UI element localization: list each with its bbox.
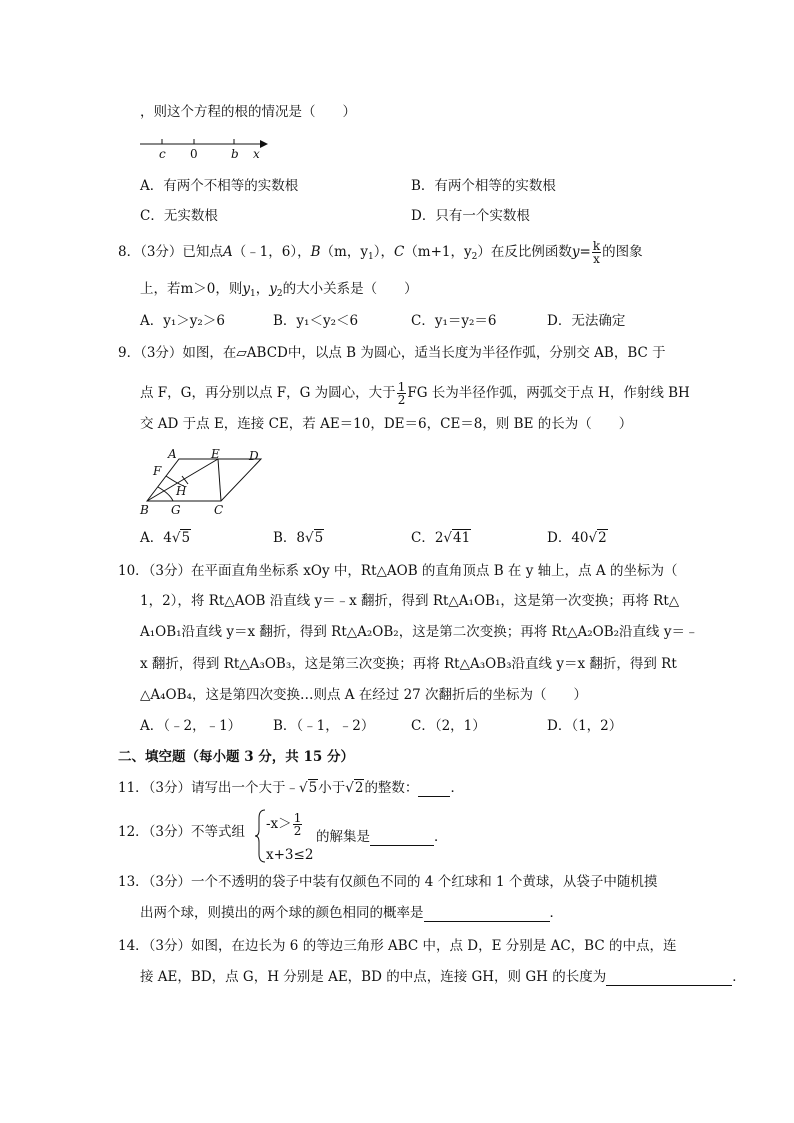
q7-option-d: D．只有一个实数根: [411, 208, 530, 224]
q7-stem: ，则这个方程的根的情况是（ ）: [140, 104, 356, 120]
q9-option-b: B．8√5: [273, 530, 324, 546]
q10-line3: A₁OB₁沿直线 y＝x 翻折，得到 Rt△A₂OB₂，这是第二次变换；再将 Rt△A₂OB₂沿直线 y＝﹣: [140, 624, 699, 640]
fraction-one-half: $\frac{1}{2}$: [397, 380, 406, 407]
q13-line2: 出两个球，则摸出的两个球的颜色相同的概率是 ．: [140, 905, 563, 921]
q12-prefix: 12．（3分）不等式组: [118, 824, 246, 840]
answer-blank[interactable]: [418, 782, 450, 797]
q10-option-c: C．（2，1）: [411, 718, 486, 734]
label-C: C: [214, 503, 224, 516]
q12-ineq1: -x＞ $\frac{1}{2}$: [266, 811, 302, 838]
axis-label-b: b: [231, 147, 239, 161]
q7-option-c: C．无实数根: [140, 208, 218, 224]
label-B: B: [140, 503, 149, 516]
label-F: F: [153, 464, 162, 478]
answer-blank[interactable]: [424, 907, 550, 922]
answer-blank[interactable]: [370, 831, 434, 846]
q12-suffix: 的解集是 ．: [316, 829, 448, 845]
q9-option-d: D．40√2: [547, 530, 607, 546]
q10-option-a: A．（﹣2，﹣1）: [140, 718, 242, 734]
label-A: A: [168, 447, 177, 461]
q8-line2: 上，若m＞0，则$y_1$，$y_2$的大小关系是（ ）: [140, 281, 418, 299]
axis-label-0: 0: [190, 147, 198, 161]
q9-line3: 交 AD 于点 E，连接 CE，若 AE＝10，DE＝6，CE＝8，则 BE 的长为（ ）: [140, 416, 633, 432]
q8-option-b: B．y₁＜y₂＜6: [273, 313, 359, 329]
q8-line1: 8．（3分）已知点A（﹣1，6），B（m，$y_1$），C（m+1，$y_2$）在反比例函数y= $\frac{k}{x}$ 的图象: [118, 239, 643, 266]
q9-parallelogram-figure: [136, 446, 276, 516]
axis-label-c: c: [159, 147, 166, 161]
q10-option-b: B．（﹣1，﹣2）: [273, 718, 375, 734]
q13-line1: 13．（3分）一个不透明的袋子中装有仅颜色不同的 4 个红球和 1 个黄球，从袋子中随机摸: [118, 874, 658, 890]
q10-option-d: D．（1，2）: [547, 718, 623, 734]
q10-line5: △A₄OB₄，这是第四次变换…则点 A 在经过 27 次翻折后的坐标为（ ）: [140, 687, 588, 703]
q12-ineq2: x+3≤2: [266, 847, 314, 863]
q14-line1: 14．（3分）如图，在边长为 6 的等边三角形 ABC 中，点 D，E 分别是 AC，BC 的中点，连: [118, 938, 677, 954]
q9-line1: 9．（3分）如图，在▱ABCD中，以点 B 为圆心，适当长度为半径作弧，分别交 AB，BC 于: [118, 345, 666, 361]
fraction-k-over-x: $\frac{k}{x}$: [592, 239, 601, 266]
section-heading: 二、填空题（每小题 3 分，共 15 分）: [118, 749, 354, 765]
label-D: D: [249, 449, 259, 463]
q7-number-line: [136, 132, 276, 162]
q7-option-b: B．有两个相等的实数根: [411, 178, 556, 194]
q11-line: 11．（3分）请写出一个大于﹣√5小于√2的整数： ．: [118, 780, 464, 796]
q8-option-c: C．y₁＝y₂＝6: [411, 313, 497, 329]
q10-line4: x 翻折，得到 Rt△A₃OB₃，这是第三次变换；再将 Rt△A₃OB₃沿直线 y＝x 翻折，得到 Rt: [140, 656, 677, 672]
q9-option-c: C．2√41: [411, 530, 471, 546]
q9-line2: 点 F，G，再分别以点 F，G 为圆心，大于 $\frac{1}{2}$ FG 长为半径作弧，两弧交于点 H，作射线 BH: [140, 380, 690, 407]
q8-option-d: D．无法确定: [547, 313, 626, 329]
q8-option-a: A．y₁＞y₂＞6: [140, 313, 225, 329]
q10-line1: 10．（3分）在平面直角坐标系 xOy 中，Rt△AOB 的直角顶点 B 在 y 轴上，点 A 的坐标为（: [118, 563, 678, 579]
label-E: E: [211, 447, 220, 461]
fraction-one-half: $\frac{1}{2}$: [293, 811, 302, 838]
answer-blank[interactable]: [606, 971, 732, 986]
axis-label-x: x: [253, 147, 260, 161]
q9-option-a: A．4√5: [140, 530, 191, 546]
q14-line2: 接 AE，BD，点 G，H 分别是 AE，BD 的中点，连接 GH，则 GH 的长度为 ．: [140, 969, 746, 985]
label-H: H: [176, 484, 187, 498]
label-G: G: [171, 503, 181, 516]
q10-line2: 1，2），将 Rt△AOB 沿直线 y＝﹣x 翻折，得到 Rt△A₁OB₁，这是第一次变换；再将 Rt△: [140, 593, 680, 609]
q7-option-a: A．有两个不相等的实数根: [140, 178, 299, 194]
